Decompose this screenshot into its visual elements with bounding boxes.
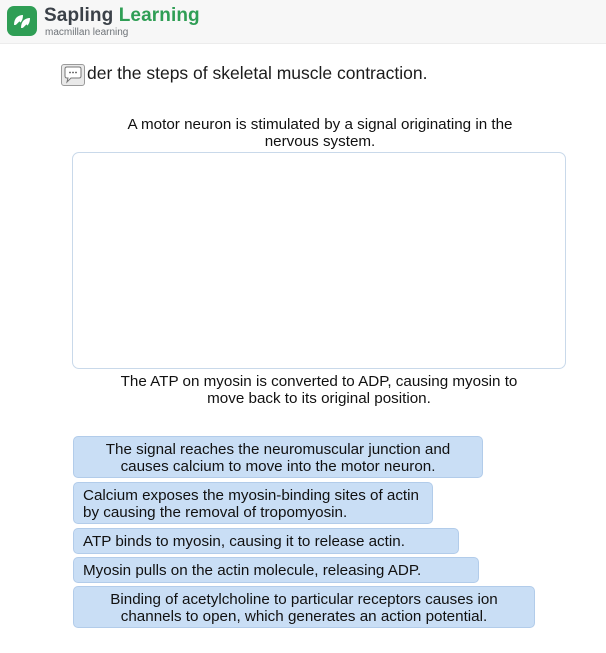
answer-drop-zone[interactable] [72,152,566,369]
draggable-step-tile[interactable]: The signal reaches the neuromuscular junction and causes calcium to move into the motor neuron. [73,436,483,478]
brand-subtitle: macmillan learning [45,27,129,38]
brand-name-part1: Sapling [44,5,114,26]
sequence-last-step: The ATP on myosin is converted to ADP, causing myosin to move back to its original position. [120,373,518,407]
speech-bubble-icon[interactable] [61,64,85,86]
brand-name-part2: Learning [118,5,200,26]
draggable-step-tile[interactable]: Calcium exposes the myosin-binding sites of actin by causing the removal of tropomyosin. [73,482,433,524]
question-prompt: der the steps of skeletal muscle contraction. [87,63,428,83]
draggable-step-tile[interactable]: Binding of acetylcholine to particular receptors causes ion channels to open, which generates an action potential. [73,586,535,628]
app-header [0,0,606,44]
brand-name [44,5,200,27]
draggable-step-tile[interactable]: ATP binds to myosin, causing it to release actin. [73,528,459,554]
sequence-first-step: A motor neuron is stimulated by a signal originating in the nervous system. [127,116,513,150]
sapling-leaf-logo-icon [7,6,37,36]
draggable-step-tile[interactable]: Myosin pulls on the actin molecule, releasing ADP. [73,557,479,583]
